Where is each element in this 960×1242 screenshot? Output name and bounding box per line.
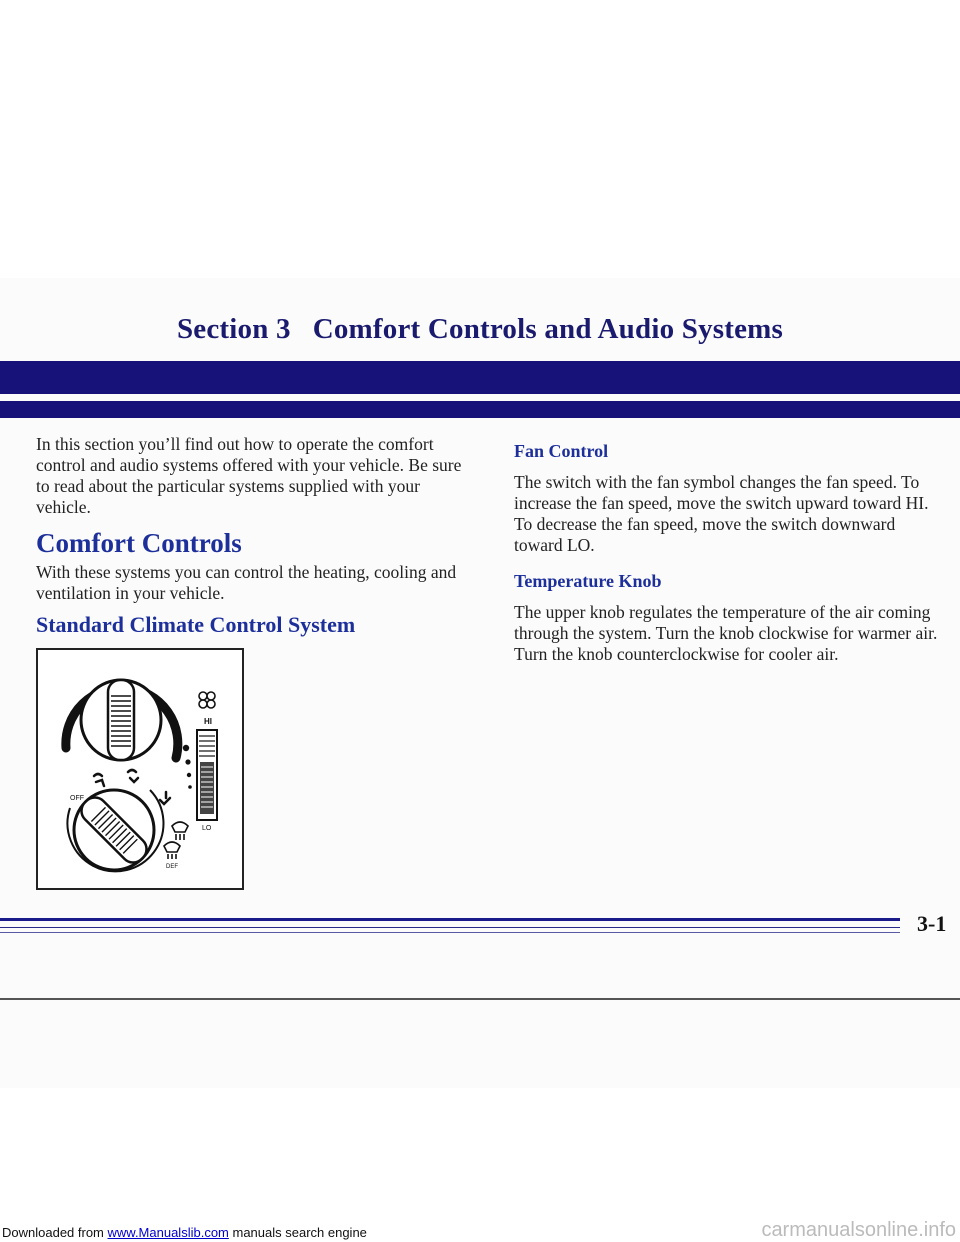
left-column <box>36 434 476 638</box>
intro-paragraph: In this section you’ll find out how to operate the comfort control and audio systems offered with your vehicle. Be sure to read about the particular systems supplied with your vehicle. <box>36 434 462 517</box>
mode-knob-icon <box>67 790 163 871</box>
temperature-knob-heading: Temperature Knob <box>514 571 662 591</box>
footer-rule-thin-2 <box>0 932 900 933</box>
page-bottom-rule <box>0 998 960 1000</box>
fan-control-heading: Fan Control <box>514 441 609 461</box>
manualslib-link[interactable]: www.Manualslib.com <box>107 1225 229 1240</box>
download-credit-suffix: manuals search engine <box>228 1225 367 1240</box>
header-band-thin <box>0 401 960 418</box>
right-column <box>514 440 944 665</box>
footer-rule-thin-1 <box>0 927 900 928</box>
svg-text:DEF: DEF <box>166 864 178 870</box>
section-name: Comfort Controls and Audio Systems <box>312 313 784 345</box>
fan-icon <box>199 692 215 708</box>
climate-system-heading: Standard Climate Control System <box>36 612 356 637</box>
comfort-controls-heading: Comfort Controls <box>36 528 242 558</box>
climate-panel-illustration <box>38 650 242 888</box>
header-band-thick <box>0 361 960 394</box>
fan-slider-icon <box>183 730 217 820</box>
footer-rule-thick <box>0 918 900 921</box>
fan-control-paragraph: The switch with the fan symbol changes the fan speed. To increase the fan speed, move the switch upward toward HI. To decrease the fan speed, move the switch downward toward LO. <box>514 472 929 555</box>
download-credit-prefix: Downloaded from <box>2 1225 108 1240</box>
download-credit <box>2 1225 367 1240</box>
climate-control-figure <box>36 648 244 890</box>
svg-text:HI: HI <box>204 717 212 726</box>
page-number: 3-1 <box>917 911 947 936</box>
svg-text:LO: LO <box>202 825 212 832</box>
comfort-paragraph: With these systems you can control the heating, cooling and ventilation in your vehicle. <box>36 562 457 603</box>
temperature-knob-paragraph: The upper knob regulates the temperature of the air coming through the system. Turn the knob clockwise for warmer air. Turn the knob counterclockwise for cooler air. <box>514 602 938 664</box>
defrost-icon <box>164 822 188 859</box>
watermark: carmanualsonline.info <box>761 1219 956 1241</box>
section-title <box>0 313 960 346</box>
svg-text:OFF: OFF <box>70 795 84 802</box>
section-number: Section 3 <box>176 313 291 345</box>
